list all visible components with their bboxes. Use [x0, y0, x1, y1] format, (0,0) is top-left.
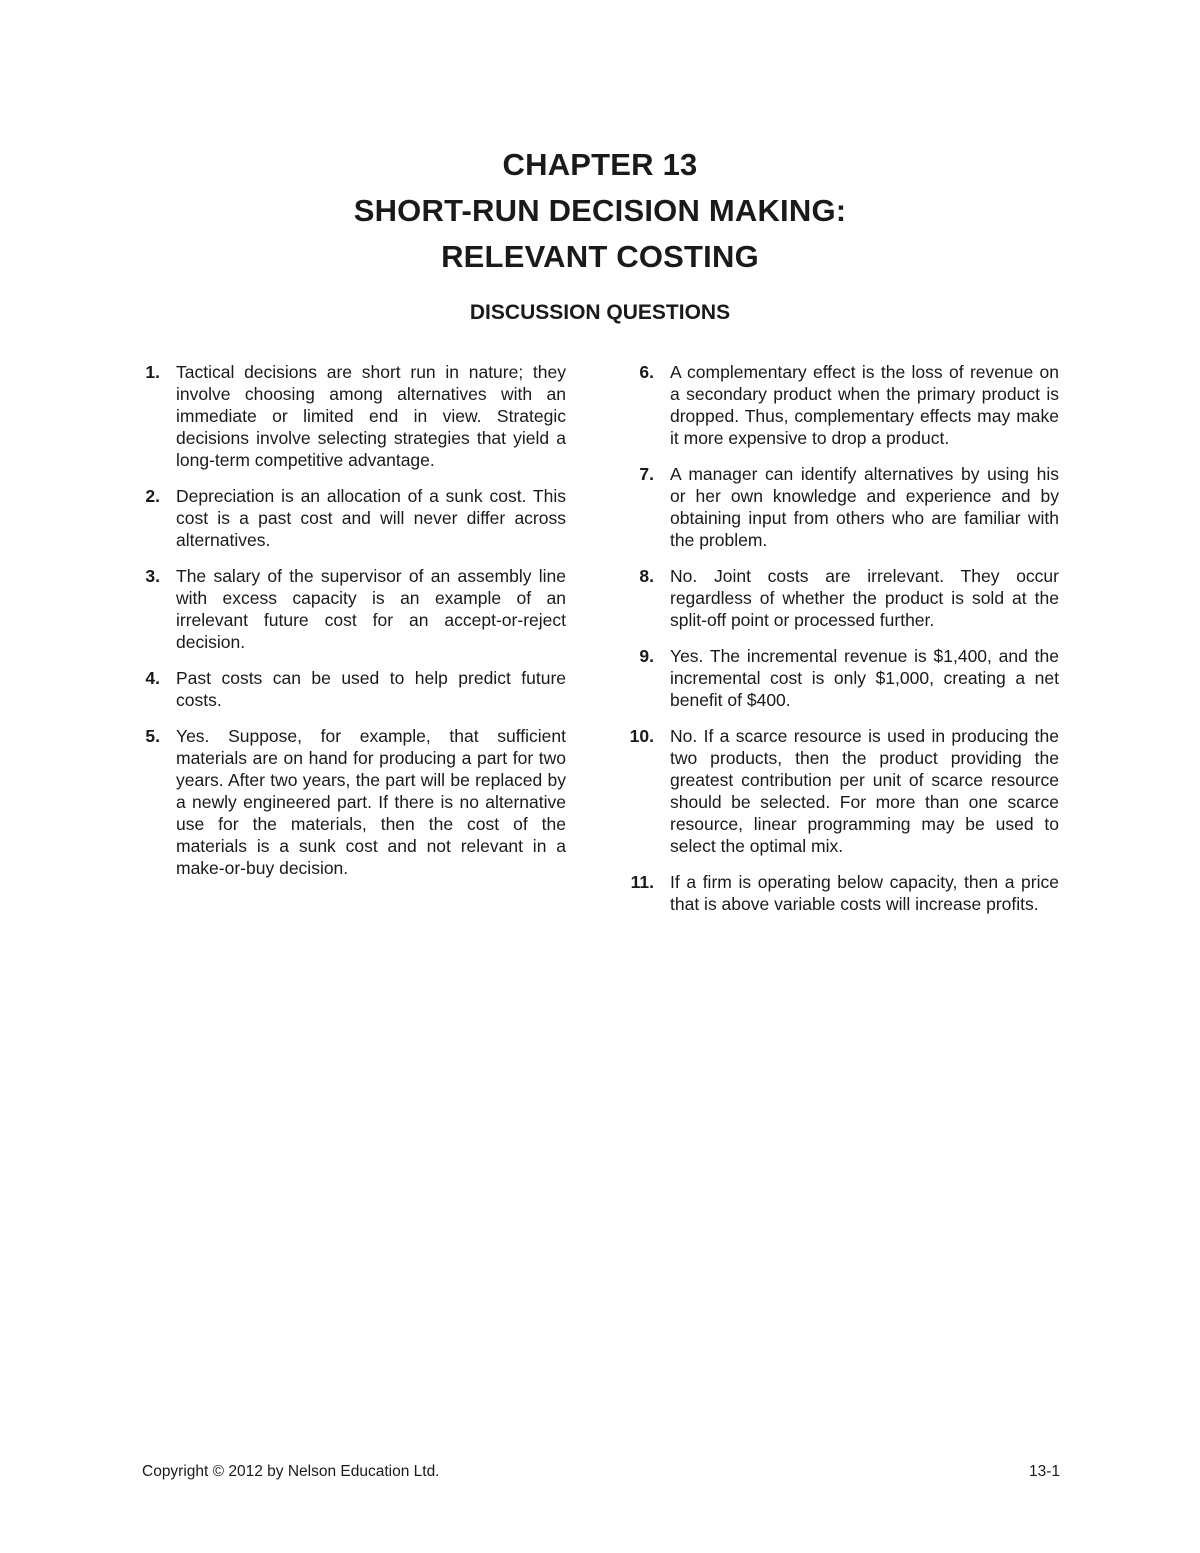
page-number: 13-1 — [1028, 1463, 1060, 1480]
question-10 — [622, 725, 1059, 857]
chapter-title-line-1: SHORT-RUN DECISION MAKING: — [353, 193, 847, 228]
answer-text: A manager can identify alternatives by using his or her own knowledge and experience and by obtaining input from others who are familiar with the problem. — [670, 464, 1059, 550]
question-3 — [130, 565, 566, 653]
answer-text: Past costs can be used to help predict future costs. — [176, 668, 566, 710]
answer-text: Yes. The incremental revenue is $1,400, and the incremental cost is only $1,000, creating a net benefit of $400. — [670, 646, 1059, 710]
question-5 — [130, 725, 566, 879]
question-number: 7. — [639, 464, 654, 484]
answer-text: Depreciation is an allocation of a sunk cost. This cost is a past cost and will never differ across alternatives. — [176, 486, 566, 550]
answer-text: Yes. Suppose, for example, that sufficient materials are on hand for producing a part for two years. After two years, the part will be replaced by a newly engineered part. If there is no alternative use for the materials, then the cost of the materials is a sunk cost and not relevant in a make-or-buy decision. — [176, 726, 566, 878]
question-number: 10. — [629, 726, 654, 746]
question-number: 6. — [639, 362, 654, 382]
question-6 — [622, 361, 1059, 449]
question-8 — [622, 565, 1059, 631]
question-2 — [130, 485, 566, 551]
right-column — [622, 361, 1059, 929]
question-4 — [130, 667, 566, 711]
section-heading: DISCUSSION QUESTIONS — [469, 301, 731, 324]
answer-text: No. Joint costs are irrelevant. They occur regardless of whether the product is sold at the split-off point or processed further. — [670, 566, 1059, 630]
question-number: 9. — [639, 646, 654, 666]
question-7 — [622, 463, 1059, 551]
question-number: 4. — [145, 668, 160, 688]
chapter-number: CHAPTER 13 — [502, 147, 698, 182]
page-footer — [142, 1462, 1060, 1482]
question-number: 11. — [630, 872, 654, 892]
answer-text: If a firm is operating below capacity, then a price that is above variable costs will increase profits. — [670, 872, 1059, 914]
question-number: 2. — [145, 486, 160, 506]
question-number: 3. — [145, 566, 160, 586]
question-number: 8. — [639, 566, 654, 586]
answer-text: No. If a scarce resource is used in producing the two products, then the product providing the greatest contribution per unit of scarce resource should be selected. For more than one scarce resource, linear programming may be used to select the optimal mix. — [670, 726, 1059, 856]
answer-text: The salary of the supervisor of an assembly line with excess capacity is an example of an irrelevant future cost for an accept-or-reject decision. — [176, 566, 566, 652]
answer-text: A complementary effect is the loss of revenue on a secondary product when the primary product is dropped. Thus, complementary effects may make it more expensive to drop a product. — [670, 362, 1059, 448]
question-number: 5. — [145, 726, 160, 746]
answer-text: Tactical decisions are short run in nature; they involve choosing among alternatives with an immediate or limited end in view. Strategic decisions involve selecting strategies that yield a long-term competitive advantage. — [176, 362, 566, 470]
left-column — [130, 361, 566, 893]
chapter-title-line-2: RELEVANT COSTING — [441, 239, 759, 274]
question-number: 1. — [145, 362, 160, 382]
copyright-notice: Copyright © 2012 by Nelson Education Ltd. — [142, 1463, 440, 1480]
chapter-title — [0, 142, 1200, 280]
question-9 — [622, 645, 1059, 711]
question-1 — [130, 361, 566, 471]
question-11 — [622, 871, 1059, 915]
